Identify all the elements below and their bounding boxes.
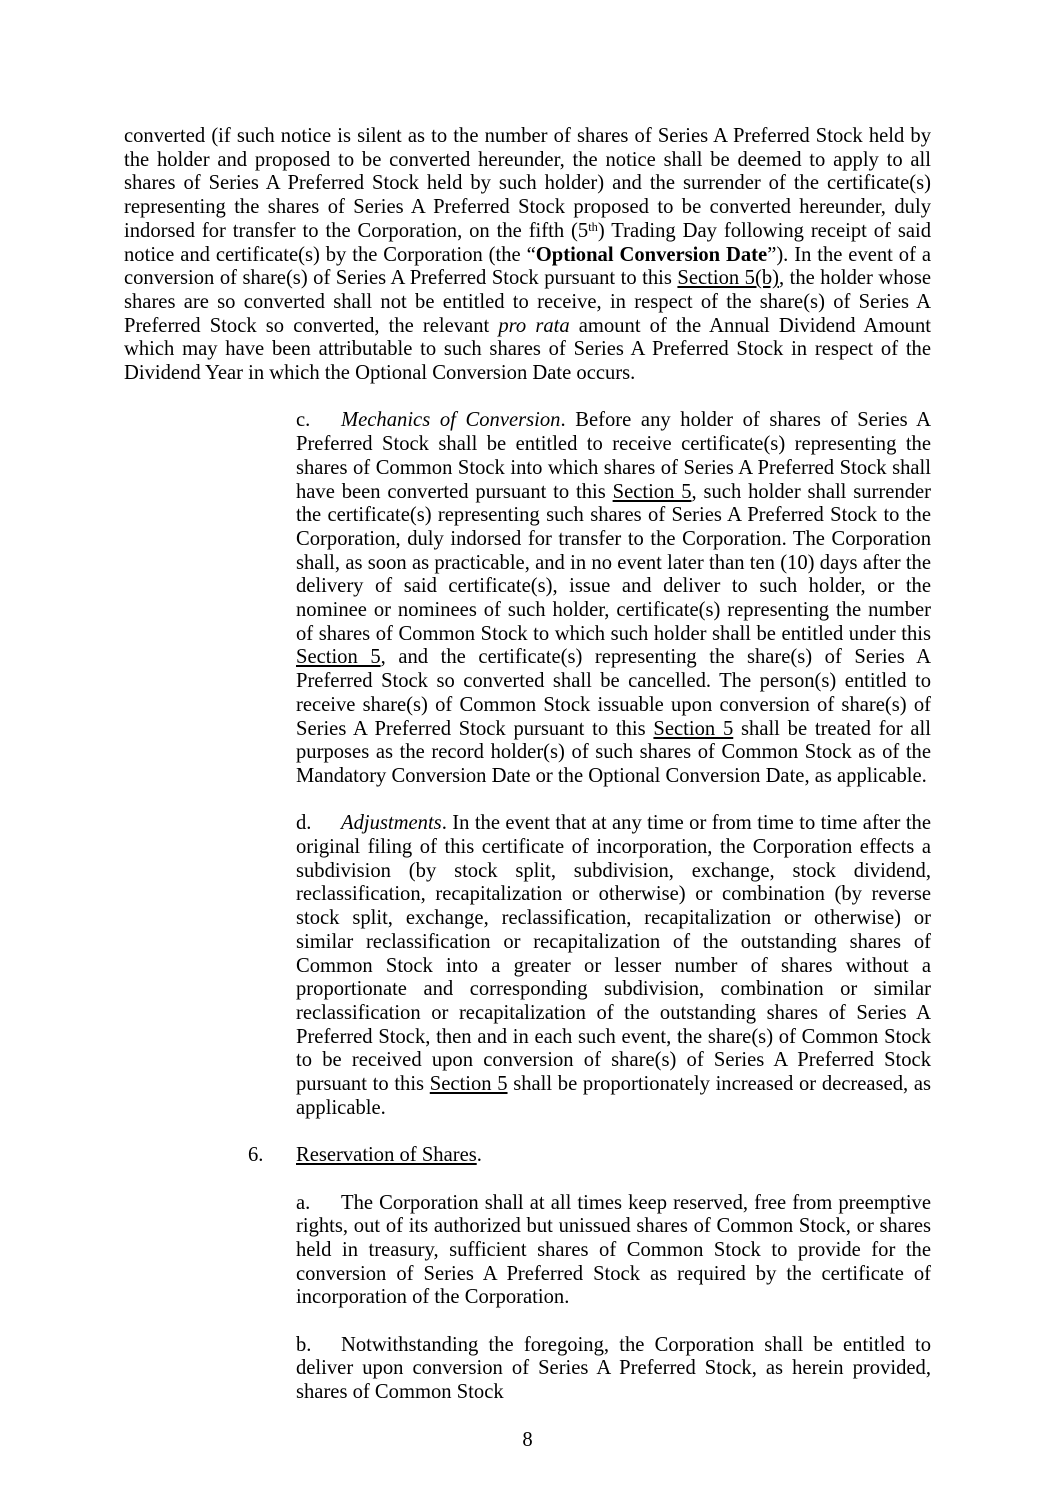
superscript: th (588, 219, 598, 234)
section-reference: Section 5(b) (677, 267, 779, 290)
paragraph (124, 812, 931, 1120)
text-run: Notwithstanding the foregoing, the Corporation shall be entitled to deliver upon conversion of Series A Preferred Stock, as herein provided, shares of Common Stock (296, 1333, 931, 1404)
text-run: . (476, 1144, 482, 1167)
paragraph (124, 409, 931, 788)
emphasis-text: Mechanics of Conversion (341, 409, 561, 432)
text-run: , the holder whose shares are so converted shall not be entitled to receive, in respect of the share(s) of Series A Preferred Stock so converted, the relevant (124, 267, 931, 337)
text-run: , and the certificate(s) representing the share(s) of Series A Preferred Stock so converted shall be cancelled. The person(s) entitled to receive share(s) of Common Stock issuable upon conversion of share(s) of Series A Preferred Stock pursuant to this (296, 646, 931, 740)
paragraph-label: a. (296, 1191, 311, 1214)
section-reference: Section 5 (612, 480, 692, 503)
text-run: . In the event that at any time or from time to time after the original filing of this certificate of incorporation, the Corporation effects a subdivision (by stock split, subdivision, exchange, stock dividend, reclassification, recapitalization or otherwise) or combination (by reverse stock split, exchange, reclassification, recapitalization or otherwise) or similar reclassification or recapitalization of the outstanding shares of Common Stock into a greater or lesser number of shares without a proportionate and corresponding subdivision, combination or similar reclassification or recapitalization of the outstanding shares of Series A Preferred Stock, then and in each such event, the share(s) of Common Stock to be received upon conversion of share(s) of Series A Preferred Stock pursuant to this (296, 812, 931, 1096)
document-body (124, 125, 931, 1405)
emphasis-text: pro rata (498, 314, 570, 337)
text-run: The Corporation shall at all times keep reserved, free from preemptive rights, out of its authorized but unissued shares of Common Stock, or shares held in treasury, sufficient shares of Common Stock to provide for the conversion of Series A Preferred Stock as required by the certificate of incorporation of the Corporation. (296, 1191, 931, 1309)
paragraph (124, 1192, 931, 1311)
text-run: shall be proportionately increased or decreased, as applicable. (296, 1073, 932, 1119)
paragraph-label: b. (296, 1333, 312, 1356)
text-run: shall be treated for all purposes as the record holder(s) of such shares of Common Stock as of the Mandatory Conversion Date or the Optional Conversion Date, as applicable. (296, 717, 931, 787)
defined-term: Optional Conversion Date (535, 243, 768, 266)
text-run: converted (if such notice is silent as to the number of shares of Series A Preferred Stock held by the holder and proposed to be converted hereunder, the notice shall be deemed to apply to all shares of Series A Preferred Stock held by such holder) and the surrender of the certificate(s) representing the shares of Series A Preferred Stock proposed to be converted hereunder, duly indorsed for transfer to the Corporation, on the fifth (5 (124, 125, 931, 242)
text-run: . Before any holder of shares of Series A Preferred Stock shall be entitled to receive certificate(s) representing the shares of Common Stock into which shares of Series A Preferred Stock shall have been converted pursuant to this (296, 409, 931, 503)
paragraph-label: 6. (248, 1144, 264, 1167)
paragraph (124, 1144, 931, 1168)
text-run: amount of the Annual Dividend Amount which may have been attributable to such shares of Series A Preferred Stock in respect of the Dividend Year in which the Optional Conversion Date occurs. (124, 314, 931, 385)
section-reference: Section 5 (429, 1073, 508, 1096)
text-run: ) Trading Day following receipt of said notice and certificate(s) by the Corporation (the “ (124, 219, 931, 266)
section-reference: Section 5 (653, 717, 734, 740)
text-run: , such holder shall surrender the certificate(s) representing such shares of Series A Preferred Stock to the Corporation, duly indorsed for transfer to the Corporation. The Corporation shall, as soon as practicable, and in no event later than ten (10) days after the delivery of said certificate(s), issue and deliver to such holder, or the nominee or nominees of such holder, certificate(s) representing the number of shares of Common Stock to which such holder shall be entitled under this (296, 480, 931, 645)
paragraph-label: c. (296, 409, 311, 432)
paragraph (124, 1334, 931, 1405)
page-number: 8 (522, 1428, 533, 1451)
paragraph-label: d. (296, 812, 312, 835)
section-reference: Section 5 (296, 646, 381, 669)
emphasis-text: Adjustments (341, 812, 442, 835)
paragraph (124, 125, 931, 386)
section-reference: Reservation of Shares (296, 1144, 477, 1167)
text-run: ”). In the event of a conversion of share(s) of Series A Preferred Stock pursuant to this (124, 243, 931, 290)
